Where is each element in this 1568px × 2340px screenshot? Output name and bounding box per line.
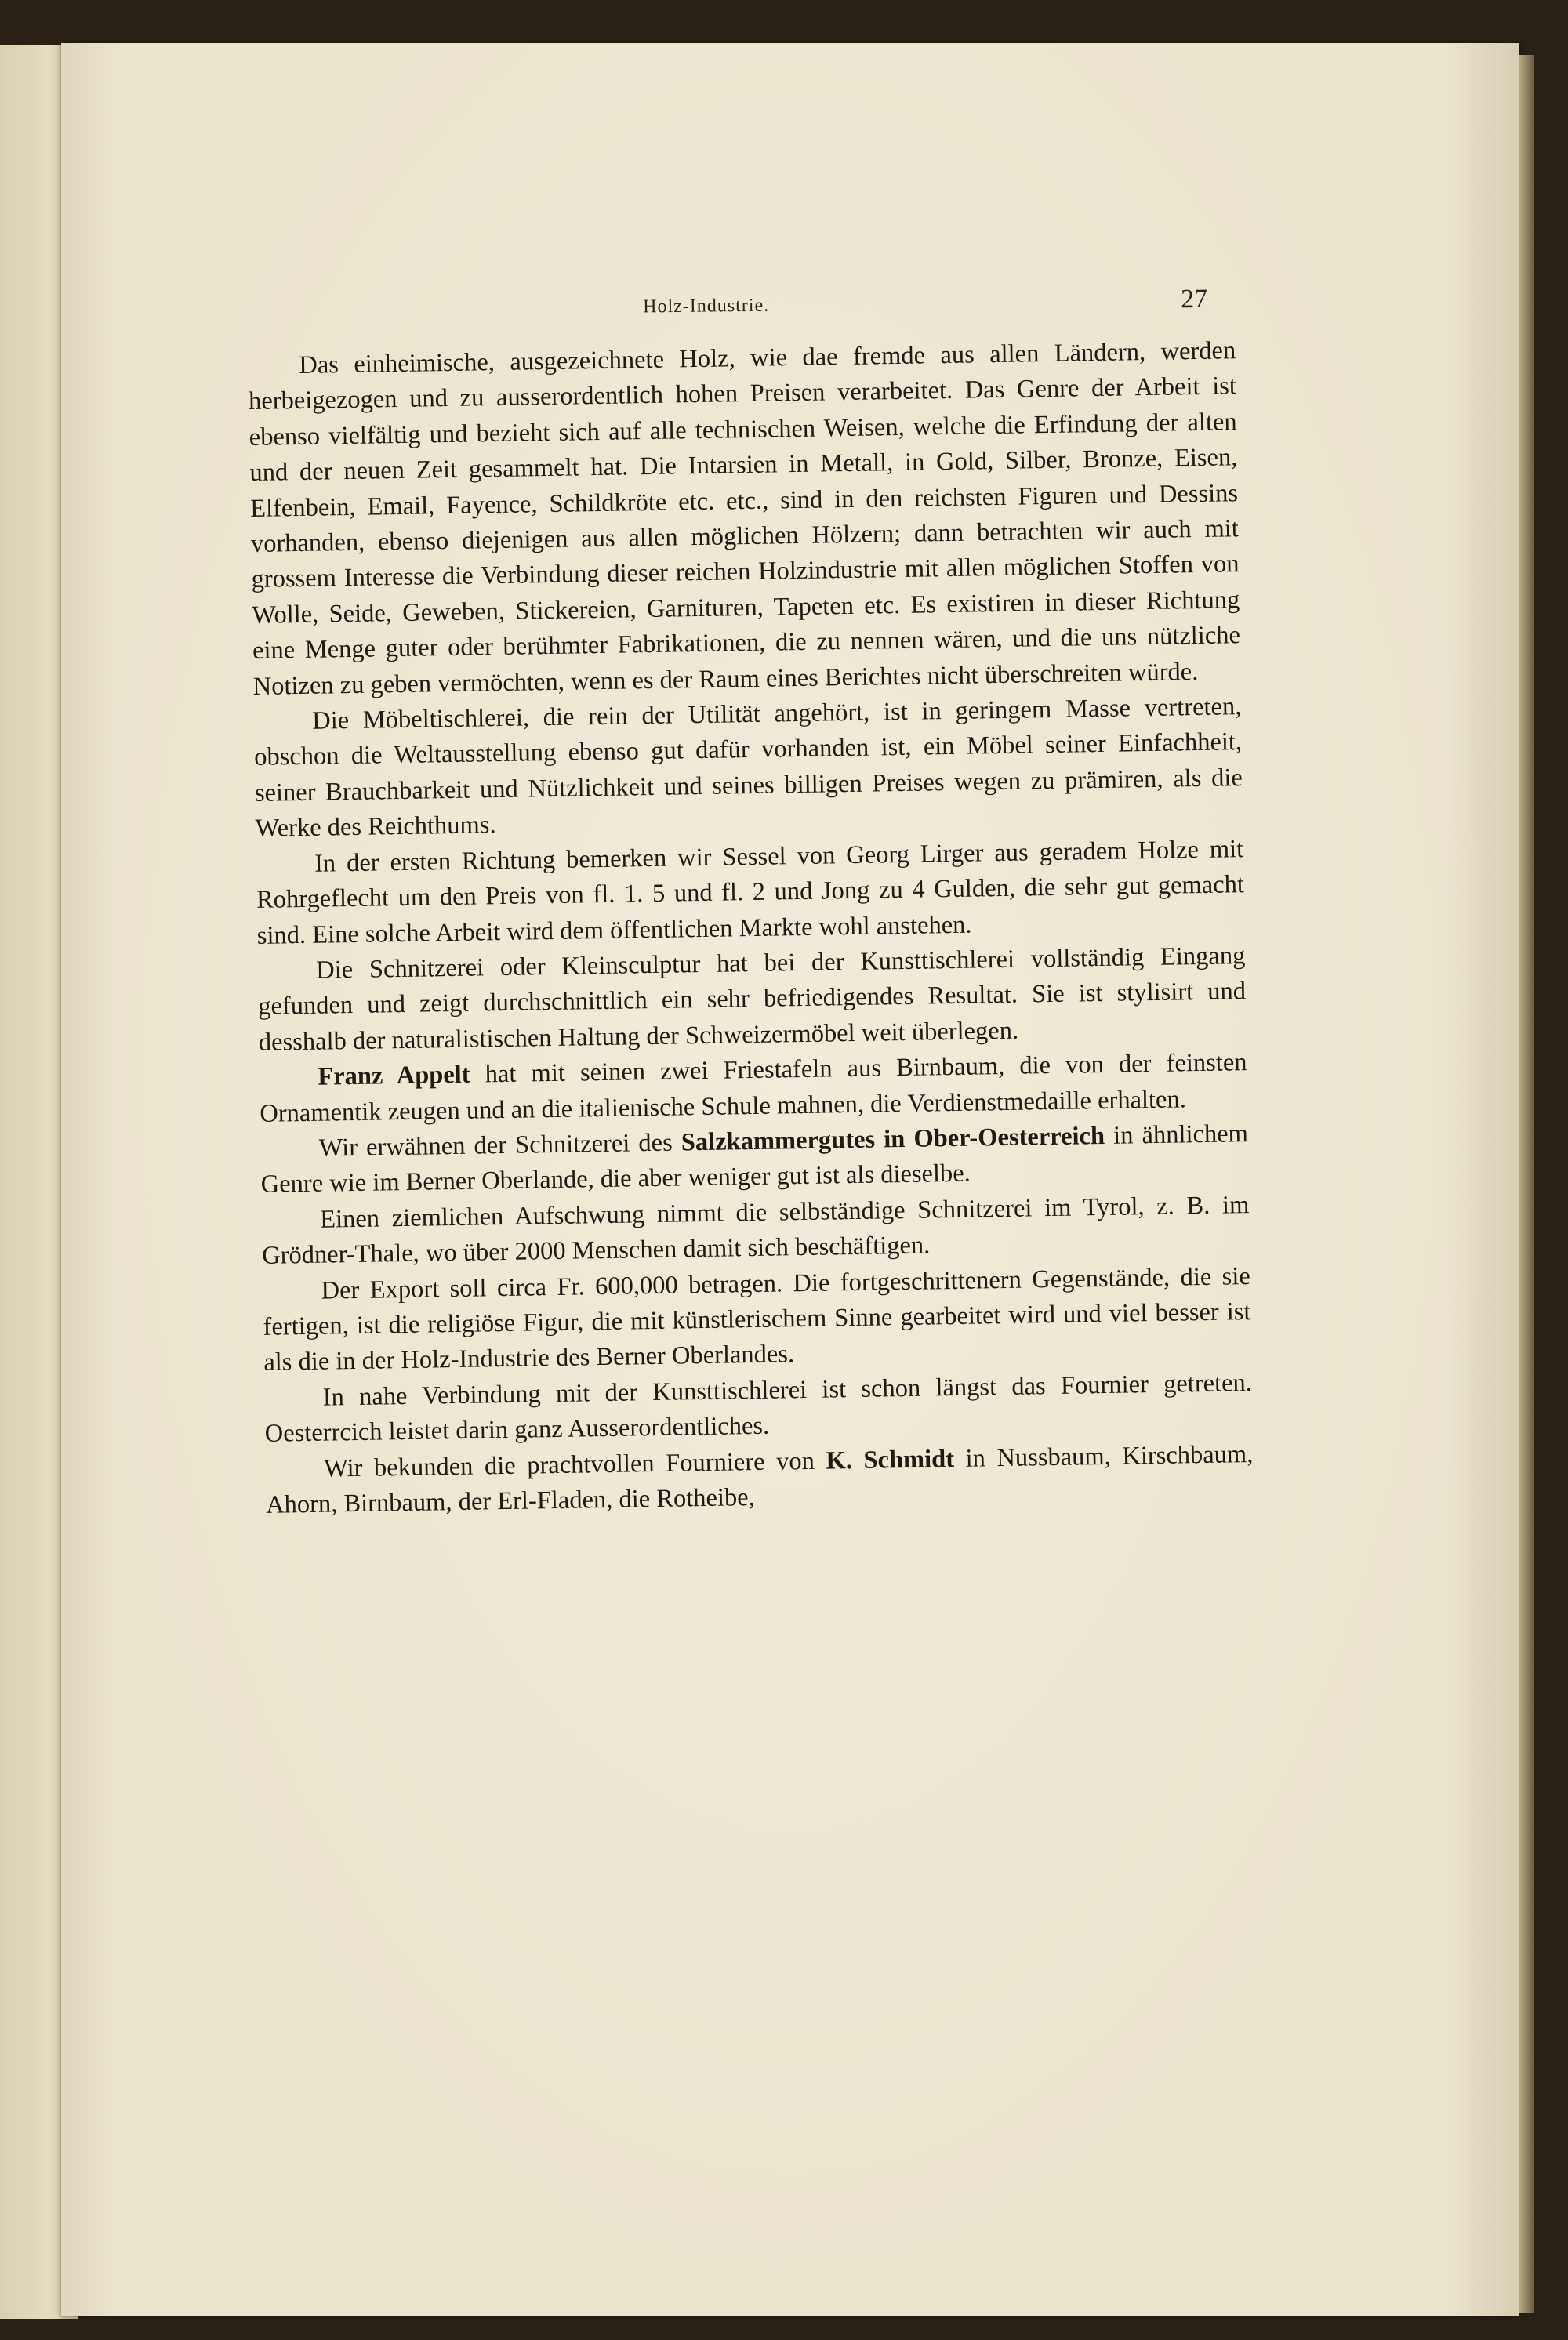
paragraph-text: Einen ziemlichen Aufschwung nimmt die selbständige Schnitzerei im Tyrol, z. B. im Grödner-Thale, wo über 2000 Menschen damit sich beschäftigen. [261, 1190, 1250, 1271]
paragraph [248, 333, 1241, 705]
paragraph-text: Der Export soll circa Fr. 600,000 betragen. Die fortgeschrittenern Gegenstände, die sie fertigen, ist die religiöse Figur, die mit künstlerischem Sinne gearbeitet wird und viel besser ist als die in der Holz-Industrie des Berner Oberlandes. [263, 1261, 1251, 1377]
paragraph-text: hat mit seinen zwei Friestafeln aus Birnbaum, die von der feinsten Ornamentik zeugen und an die italienische Schule mahnen, die Verdienstmedaille erhalten. [260, 1048, 1247, 1128]
bold-name: K. Schmidt [826, 1444, 955, 1475]
paragraph [263, 1259, 1252, 1381]
paragraph [253, 689, 1243, 847]
paragraph-text: Die Möbeltischlerei, die rein der Utilität angehört, ist in geringem Masse vertreten, obschon die Weltausstellung ebenso gut dafür vorhanden ist, ein Möbel seiner Einfachheit, seiner Brauchbarkeit und Nützlichkeit und seines billigen Preises wegen zu prämiren, als die Werke des Reichthums. [253, 692, 1243, 843]
bold-name: Franz Appelt [318, 1060, 470, 1091]
paragraph [256, 832, 1245, 954]
paragraph-text: Die Schnitzerei oder Kleinsculptur hat bei der Kunsttischlerei vollständig Eingang gefunden und zeigt durchschnittlich ein sehr befriedigendes Resultat. Sie ist stylisirt und desshalb der naturalistischen Haltung der Schweizermöbel weit überlegen. [257, 941, 1247, 1057]
paragraph-text: in Nussbaum, Kirschbaum, Ahorn, Birnbaum, der Erl-Fladen, die Rotheibe, [265, 1439, 1254, 1519]
body-text [248, 333, 1254, 1523]
paragraph-text: Das einheimische, ausgezeichnete Holz, wie dae fremde aus allen Ländern, werden herbeigezogen und zu ausserordentlich hohen Preisen verarbeitet. Das Genre der Arbeit ist ebenso vielfältig und bezieht sich auf alle technischen Weisen, welche die Erfindung der alten und der neuen Zeit gesammelt hat. Die Intarsien in Metall, in Gold, Silber, Bronze, Eisen, Elfenbein, Email, Fayence, Schildkröte etc. etc., sind in den reichsten Figuren und Dessins vorhanden, ebenso diejenigen aus allen möglichen Hölzern; dann betrachten wir auch mit grossem Interesse die Verbindung dieser reichen Holzindustrie mit allen möglichen Stoffen von Wolle, Seide, Geweben, Stickereien, Garnituren, Tapeten etc. Es existiren in dieser Richtung eine Menge guter oder berühmter Fabrikationen, die zu nennen wären, und die uns nützliche Notizen zu geben vermöchten, wenn es der Raum eines Berichtes nicht überschreiten würde. [248, 336, 1241, 701]
paragraph-text: In der ersten Richtung bemerken wir Sessel von Georg Lirger aus geradem Holze mit Rohrgeflecht um den Preis von fl. 1. 5 und fl. 2 und Jong zu 4 Gulden, die sehr gut gemacht sind. Eine solche Arbeit wird dem öffentlichen Markte wohl anstehen. [256, 834, 1245, 950]
page-number: 27 [1180, 284, 1208, 314]
running-head-title: Holz-Industrie. [643, 295, 770, 317]
page-edge-right [1519, 55, 1534, 2313]
paragraph-text: Wir bekunden die prachtvollen Fourniere von [323, 1446, 826, 1483]
bold-name: Salzkammergutes in Ober-Oesterreich [681, 1121, 1105, 1157]
paragraph [257, 938, 1247, 1061]
paragraph-text: In nahe Verbindung mit der Kunsttischlerei ist schon längst das Fournier getreten. Oesterrcich leistet darin ganz Ausserordentliches. [264, 1368, 1253, 1449]
paragraph-text: in ähnlichem Genre wie im Berner Oberlande, die aber weniger gut ist als dieselbe. [260, 1119, 1249, 1199]
paragraph-text: Wir erwähnen der Schnitzerei des [318, 1128, 682, 1163]
